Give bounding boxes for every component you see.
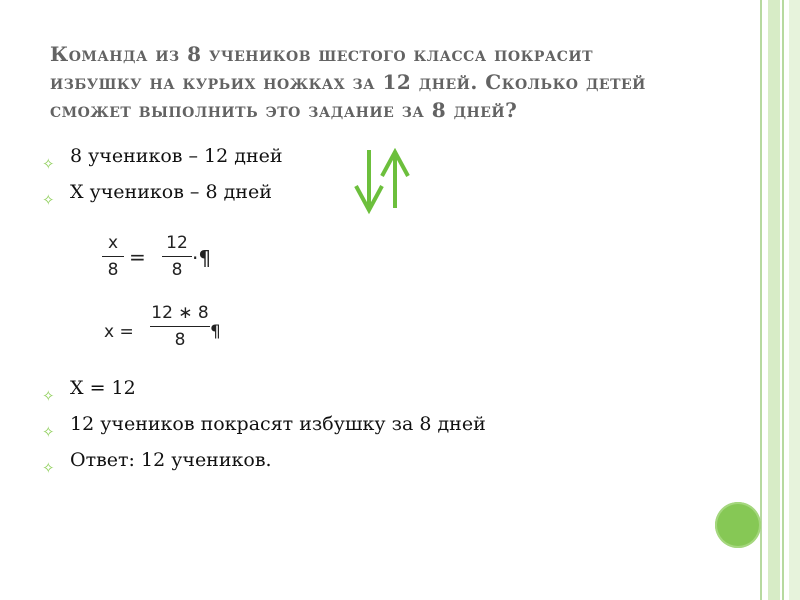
list-item-text: Х учеников – 8 дней [70, 181, 272, 203]
list-item [42, 406, 486, 442]
bullet-marker-icon: ✧ [42, 191, 55, 209]
paragraph-mark: ¶ [210, 322, 221, 342]
paragraph-mark: ·¶ [192, 246, 212, 270]
equals-sign: = [129, 245, 146, 269]
bullet-list-top [42, 138, 283, 210]
list-item-text: Ответ: 12 учеников. [70, 449, 272, 471]
equation-lhs: x = [104, 322, 134, 342]
border-band [768, 0, 780, 600]
bullet-marker-icon: ✧ [42, 387, 55, 405]
fraction-denominator: 8 [174, 330, 186, 350]
arrow-up-icon [382, 152, 408, 208]
border-band [789, 0, 800, 600]
border-line [782, 0, 784, 600]
fraction-left [102, 232, 124, 281]
bullet-list-bottom [42, 370, 486, 478]
fraction-denominator: 8 [171, 260, 183, 280]
fraction-bar [102, 256, 124, 257]
solution-equation [104, 302, 284, 362]
slide-title: Команда из 8 учеников шестого класса покрасит избушку на курьих ножках за 12 дней. Сколько детей сможет выполнить это задание за 8 дней? [50, 42, 646, 122]
fraction-numerator: x [107, 233, 119, 253]
fraction-numerator: 12 ∗ 8 [151, 303, 209, 323]
list-item-text: 12 учеников покрасят избушку за 8 дней [70, 413, 486, 435]
fraction-numerator: 12 [166, 233, 188, 253]
fraction-bar [150, 326, 210, 327]
proportion-equation [100, 232, 260, 292]
decorative-green-circle [715, 502, 761, 548]
bullet-marker-icon: ✧ [42, 155, 55, 173]
list-item [42, 138, 283, 174]
fraction-bar [162, 256, 192, 257]
list-item [42, 174, 283, 210]
inverse-proportion-arrows-icon [353, 148, 413, 218]
fraction-right [162, 232, 192, 281]
fraction-denominator: 8 [107, 260, 119, 280]
fraction [150, 302, 210, 351]
list-item [42, 442, 486, 478]
list-item-text: 8 учеников – 12 дней [70, 145, 283, 167]
list-item-text: Х = 12 [70, 377, 136, 399]
bullet-marker-icon: ✧ [42, 459, 55, 477]
arrow-down-icon [356, 150, 382, 210]
bullet-marker-icon: ✧ [42, 423, 55, 441]
list-item [42, 370, 486, 406]
border-line [760, 0, 762, 600]
